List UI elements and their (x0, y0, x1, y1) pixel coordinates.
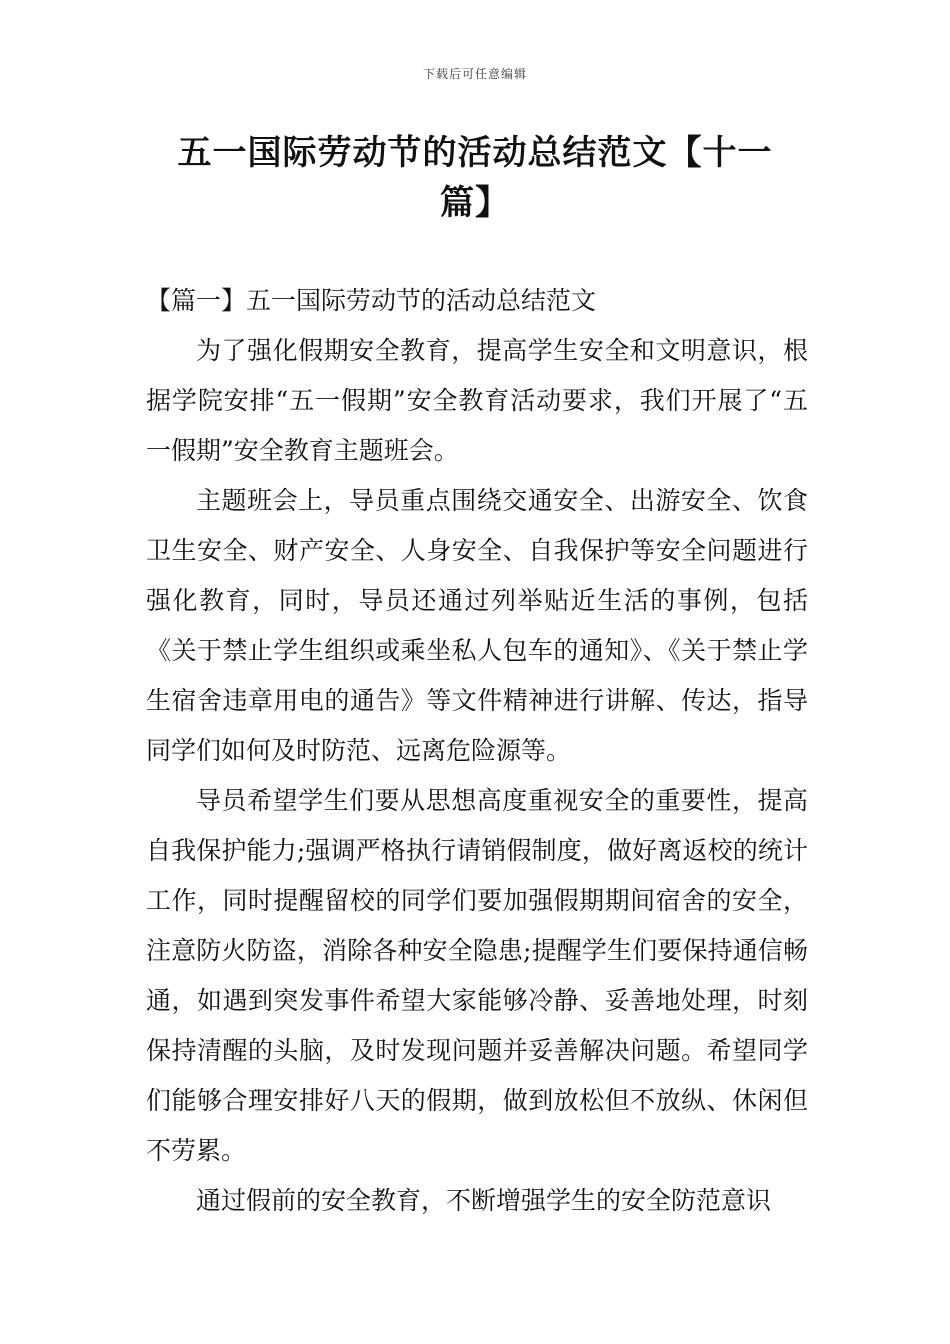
section-heading: 【篇一】五一国际劳动节的活动总结范文 (146, 286, 597, 315)
document-body (146, 276, 808, 1226)
paragraph: 导员希望学生们要从思想高度重视安全的重要性，提高自我保护能力;强调严格执行请销假制度，做好离返校的统计工作，同时提醒留校的同学们要加强假期期间宿舍的安全，注意防火防盗，消除各种安全隐患;提醒学生们要保持通信畅通，如遇到突发事件希望大家能够冷静、妥善地处理，时刻保持清醒的头脑，及时发现问题并妥善解决问题。希望同学们能够合理安排好八天的假期，做到放松但不放纵、休闲但不劳累。 (146, 786, 808, 1165)
paragraph: 主题班会上，导员重点围绕交通安全、出游安全、饮食卫生安全、财产安全、人身安全、自我保护等安全问题进行强化教育，同时，导员还通过列举贴近生活的事例，包括《关于禁止学生组织或乘坐私人包车的通知》、《关于禁止学生宿舍违章用电的通告》等文件精神进行讲解、传达，指导同学们如何及时防范、远离危险源等。 (146, 486, 808, 765)
header-note: 下载后可任意编辑 (422, 67, 527, 81)
paragraph: 为了强化假期安全教育，提高学生安全和文明意识，根据学院安排“五一假期”安全教育活动要求，我们开展了“五一假期”安全教育主题班会。 (146, 336, 808, 465)
paragraph: 通过假前的安全教育，不断增强学生的安全防范意识 (196, 1186, 772, 1215)
document-title: 五一国际劳动节的活动总结范文【十一篇】 (177, 133, 773, 223)
